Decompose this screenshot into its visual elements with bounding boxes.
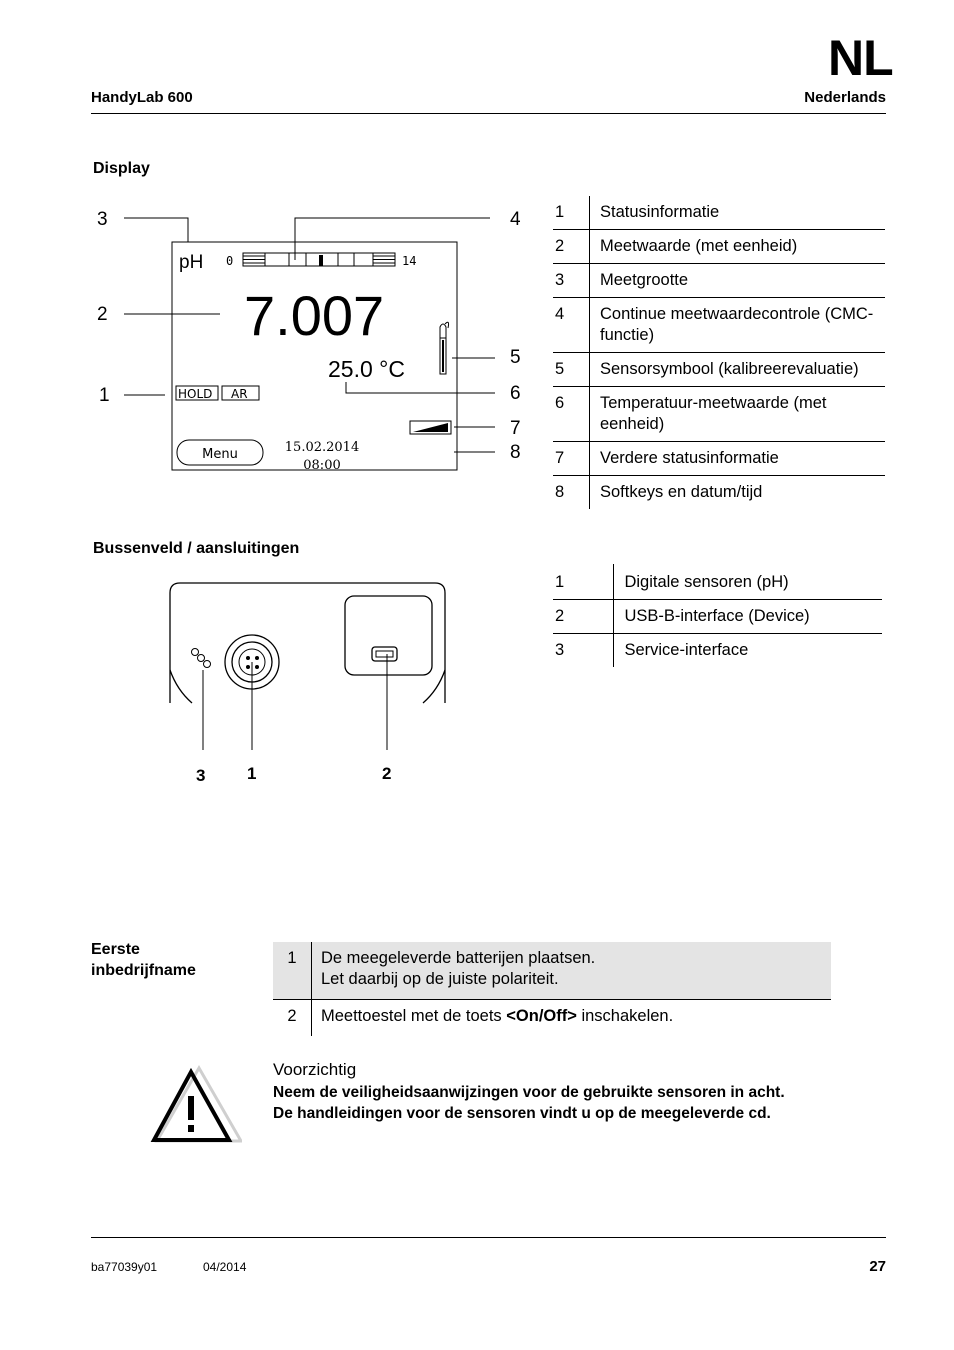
display-diagram [90, 200, 540, 490]
document-id: ba77039y01 [91, 1260, 158, 1274]
legend-number: 4 [553, 298, 590, 353]
table-row [553, 230, 885, 264]
measured-parameter: pH [179, 252, 204, 273]
table-row [553, 353, 885, 387]
table-row [553, 298, 885, 353]
warning-triangle-icon [150, 1064, 242, 1144]
document-date: 04/2014 [203, 1260, 247, 1274]
footer-rule [91, 1237, 886, 1238]
cmc-bar [243, 253, 395, 266]
table-row [553, 387, 885, 442]
legend-text: USB-B-interface (Device) [614, 600, 882, 634]
callout-7: 7 [510, 418, 521, 439]
socket-section-title: Bussenveld / aansluitingen [93, 540, 300, 557]
callout-3: 3 [97, 209, 108, 230]
display-legend-table [553, 196, 885, 509]
callout-6: 6 [510, 383, 521, 404]
caution-body [273, 1082, 785, 1124]
temperature-value: 25.0 °C [328, 356, 405, 382]
battery-icon [410, 421, 451, 434]
startup-steps-table [273, 942, 831, 1036]
date-label: 15.02.2014 [284, 440, 360, 455]
legend-text: Statusinformatie [600, 203, 720, 221]
ar-label: AR [231, 387, 248, 401]
time-label: 08:00 [303, 458, 341, 473]
legend-number: 3 [553, 634, 614, 668]
legend-number: 7 [553, 442, 590, 476]
startup-title-line-2: inbedrijfname [91, 962, 196, 979]
callout-8: 8 [510, 442, 521, 463]
legend-text: Verdere statusinformatie [590, 442, 886, 476]
table-row [553, 564, 882, 600]
table-row [273, 942, 831, 1000]
callout-5: 5 [510, 347, 521, 368]
table-row [553, 264, 885, 298]
display-section-title: Display [93, 160, 150, 177]
callout-line-4 [295, 218, 490, 260]
caution-title: Voorzichtig [273, 1060, 357, 1079]
startup-section-title [91, 939, 196, 981]
legend-number: 8 [553, 476, 590, 510]
table-row [553, 634, 882, 668]
callout-2: 2 [97, 304, 108, 325]
startup-title-line-1: Eerste [91, 941, 140, 958]
product-name: HandyLab 600 [91, 89, 193, 106]
legend-number: 2 [553, 230, 590, 264]
step-text [312, 942, 832, 1000]
display-screen-frame [172, 242, 457, 470]
caution-line-1: Neem de veiligheidsaanwijzingen voor de gebruikte sensoren in acht. [273, 1084, 785, 1101]
step-line: Let daarbij op de juiste polariteit. [321, 970, 559, 988]
step-text-before: Meettoestel met de toets [321, 1007, 507, 1025]
legend-number: 1 [553, 196, 590, 230]
legend-text: Meetwaarde (met eenheid) [590, 230, 886, 264]
legend-number: 2 [553, 600, 614, 634]
table-row [273, 1000, 831, 1037]
caution-line-2: De handleidingen voor de sensoren vindt u op de meegeleverde cd. [273, 1105, 771, 1122]
socket-legend-table [553, 564, 882, 667]
callout-1: 1 [247, 764, 257, 783]
device-housing-outline [170, 583, 445, 703]
legend-text: Continue meetwaardecontrole (CMC-functie) [590, 298, 886, 353]
step-number: 2 [273, 1000, 312, 1037]
legend-text: Service-interface [614, 634, 882, 668]
legend-text: Sensorsymbool (kalibreerevaluatie) [590, 353, 886, 387]
step-number: 1 [273, 942, 312, 1000]
language-name: Nederlands [804, 89, 886, 106]
header-rule [91, 113, 886, 114]
hold-label: HOLD [178, 387, 213, 401]
usb-port-recess [345, 596, 432, 675]
callout-2: 2 [382, 764, 392, 783]
legend-text: Meetgrootte [590, 264, 886, 298]
callout-3: 3 [196, 766, 206, 785]
callout-line-6 [346, 382, 495, 393]
socket-field-diagram [165, 578, 455, 793]
sensor-icon [440, 322, 449, 374]
callout-1: 1 [99, 385, 110, 406]
table-row [553, 476, 885, 510]
page-number: 27 [869, 1258, 886, 1275]
step-text [312, 1000, 832, 1037]
on-off-key-label: <On/Off> [506, 1007, 577, 1025]
legend-number: 1 [553, 564, 614, 600]
table-row [553, 442, 885, 476]
legend-number: 5 [553, 353, 590, 387]
bar-min-label: 0 [226, 254, 234, 268]
language-code: NL [828, 30, 893, 86]
step-line: De meegeleverde batterijen plaatsen. [321, 949, 596, 967]
menu-softkey-label: Menu [202, 447, 238, 462]
legend-text: Softkeys en datum/tijd [590, 476, 886, 510]
step-text-after: inschakelen. [576, 1007, 674, 1025]
legend-number: 3 [553, 264, 590, 298]
legend-text: Digitale sensoren (pH) [624, 573, 789, 591]
measured-value: 7.007 [244, 284, 385, 347]
usb-b-port-icon [372, 647, 397, 661]
table-row [553, 600, 882, 634]
bar-max-label: 14 [402, 254, 417, 268]
service-interface-icon [192, 649, 211, 668]
callout-4: 4 [510, 209, 521, 230]
legend-number: 6 [553, 387, 590, 442]
legend-text: Temperatuur-meetwaarde (met eenheid) [590, 387, 886, 442]
callout-line-3 [124, 218, 188, 242]
housing-curve-left [170, 670, 192, 703]
table-row [553, 196, 885, 230]
